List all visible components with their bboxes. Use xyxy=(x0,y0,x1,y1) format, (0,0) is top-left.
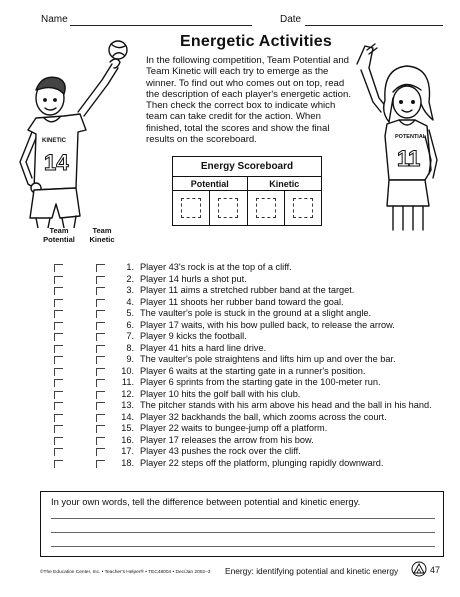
item-text: Player 32 backhands the ball, which zooms across the court. xyxy=(140,411,387,422)
item-number: 4. xyxy=(126,296,134,307)
copyright-footer: ©The Education Center, Inc. • Teacher's Helper® • TEC48004 • Dec/Jan 2002–3 xyxy=(40,570,211,575)
item-text: Player 11 aims a stretched rubber band at the target. xyxy=(140,285,355,295)
team-potential-checkbox[interactable] xyxy=(54,425,63,433)
list-item xyxy=(54,343,454,355)
item-number: 8. xyxy=(126,342,134,353)
intro-paragraph: In the following competition, Team Potential and Team Kinetic will each try to emerge as the winner. To find out who comes out on top, read the description of each player's energetic action. Then check the correct box to indicate which team can take credit for the action. When finished, total the scores and show the final results on the scoreboard. xyxy=(146,55,352,146)
item-number: 2. xyxy=(126,273,134,284)
list-item xyxy=(54,435,454,447)
team-potential-checkbox[interactable] xyxy=(54,368,63,376)
team-potential-checkbox[interactable] xyxy=(54,379,63,387)
team-kinetic-checkbox[interactable] xyxy=(96,425,105,433)
item-number: 13. xyxy=(121,400,134,410)
team-kinetic-checkbox[interactable] xyxy=(96,299,105,307)
item-text: The vaulter's pole is stuck in the ground at a slight angle. xyxy=(140,308,372,318)
item-number: 17. xyxy=(121,446,134,456)
scoreboard-title: Energy Scoreboard xyxy=(173,157,321,177)
team-potential-column-header: Team Potential xyxy=(43,226,75,244)
item-text: Player 6 waits at the starting gate in a runner's position. xyxy=(140,365,366,376)
list-item xyxy=(54,377,454,389)
item-text: Player 9 kicks the football. xyxy=(140,331,247,341)
list-item xyxy=(54,412,454,424)
team-kinetic-checkbox[interactable] xyxy=(96,287,105,295)
list-item xyxy=(54,423,454,435)
team-potential-checkbox[interactable] xyxy=(54,276,63,284)
team-potential-checkbox[interactable] xyxy=(54,264,63,272)
list-item xyxy=(54,308,454,320)
item-number: 5. xyxy=(126,308,134,318)
team-kinetic-checkbox[interactable] xyxy=(96,322,105,330)
item-text: Player 6 sprints from the starting gate in the 100-meter run. xyxy=(140,377,381,387)
team-potential-checkbox[interactable] xyxy=(54,460,63,468)
item-text: Player 43 pushes the rock over the cliff. xyxy=(140,446,301,456)
team-kinetic-checkbox[interactable] xyxy=(96,460,105,468)
list-item xyxy=(54,366,454,378)
item-text: Player 17 releases the arrow from his bow. xyxy=(140,434,314,445)
item-number: 14. xyxy=(121,411,134,422)
item-text: The pitcher stands with his arm above his head and the ball in his hand. xyxy=(140,400,432,410)
item-number: 9. xyxy=(126,354,134,364)
item-number: 1. xyxy=(126,262,134,272)
scoreboard-kinetic-header: Kinetic xyxy=(269,179,300,189)
team-potential-checkbox[interactable] xyxy=(54,333,63,341)
item-number: 12. xyxy=(121,388,134,399)
item-number: 16. xyxy=(121,434,134,445)
answer-box xyxy=(40,491,444,557)
answer-line[interactable] xyxy=(51,546,435,547)
name-field[interactable] xyxy=(70,25,252,26)
team-kinetic-checkbox[interactable] xyxy=(96,448,105,456)
item-number: 3. xyxy=(126,285,134,295)
team-kinetic-checkbox[interactable] xyxy=(96,333,105,341)
team-kinetic-column-header: Team Kinetic xyxy=(89,226,115,244)
list-item xyxy=(54,262,454,274)
team-kinetic-checkbox[interactable] xyxy=(96,402,105,410)
team-kinetic-checkbox[interactable] xyxy=(96,391,105,399)
girl-player-illustration xyxy=(345,40,455,236)
potential-tens-box[interactable] xyxy=(181,198,201,218)
boy-player-illustration xyxy=(14,38,134,228)
team-kinetic-checkbox[interactable] xyxy=(96,356,105,364)
team-kinetic-checkbox[interactable] xyxy=(96,379,105,387)
page-number: 47 xyxy=(430,565,441,575)
energy-logo-icon xyxy=(410,561,428,577)
item-text: Player 17 waits, with his bow pulled back, to release the arrow. xyxy=(140,319,395,330)
team-kinetic-checkbox[interactable] xyxy=(96,414,105,422)
svg-text:KINETIC: KINETIC xyxy=(42,138,66,144)
item-text: Player 14 hurls a shot put. xyxy=(140,273,247,284)
kinetic-tens-box[interactable] xyxy=(256,198,276,218)
item-number: 18. xyxy=(121,457,134,468)
team-potential-checkbox[interactable] xyxy=(54,414,63,422)
team-kinetic-checkbox[interactable] xyxy=(96,264,105,272)
activity-list xyxy=(54,262,454,469)
item-number: 15. xyxy=(121,423,134,433)
team-kinetic-checkbox[interactable] xyxy=(96,345,105,353)
svg-text:14: 14 xyxy=(44,150,69,175)
item-text: Player 22 waits to bungee-jump off a platform. xyxy=(140,423,328,433)
team-potential-checkbox[interactable] xyxy=(54,437,63,445)
list-item xyxy=(54,400,454,412)
scoreboard-potential-header: Potential xyxy=(173,177,248,190)
team-potential-checkbox[interactable] xyxy=(54,448,63,456)
team-potential-checkbox[interactable] xyxy=(54,345,63,353)
page-title: Energetic Activities xyxy=(180,33,332,50)
name-label: Name xyxy=(41,14,68,25)
svg-text:POTENTIAL: POTENTIAL xyxy=(395,134,427,140)
kinetic-ones-box[interactable] xyxy=(293,198,313,218)
list-item xyxy=(54,446,454,458)
team-potential-checkbox[interactable] xyxy=(54,356,63,364)
team-kinetic-checkbox[interactable] xyxy=(96,368,105,376)
energy-scoreboard xyxy=(172,156,322,226)
list-item xyxy=(54,458,454,470)
team-potential-checkbox[interactable] xyxy=(54,299,63,307)
list-item xyxy=(54,274,454,286)
answer-prompt: In your own words, tell the difference between potential and kinetic energy. xyxy=(51,496,361,507)
svg-text:11: 11 xyxy=(397,146,421,171)
team-potential-checkbox[interactable] xyxy=(54,310,63,318)
date-label: Date xyxy=(280,14,302,25)
item-text: Player 11 shoots her rubber band toward the goal. xyxy=(140,296,344,307)
list-item xyxy=(54,297,454,309)
potential-ones-box[interactable] xyxy=(218,198,238,218)
item-text: Player 22 steps off the platform, plunging rapidly downward. xyxy=(140,457,384,468)
team-potential-checkbox[interactable] xyxy=(54,402,63,410)
team-kinetic-checkbox[interactable] xyxy=(96,276,105,284)
team-potential-checkbox[interactable] xyxy=(54,391,63,399)
team-kinetic-checkbox[interactable] xyxy=(96,437,105,445)
list-item xyxy=(54,285,454,297)
item-text: Player 10 hits the golf ball with his club. xyxy=(140,388,301,399)
list-item xyxy=(54,389,454,401)
answer-line[interactable] xyxy=(51,518,435,519)
list-item xyxy=(54,320,454,332)
item-text: The vaulter's pole straightens and lifts him up and over the bar. xyxy=(140,354,396,364)
date-field[interactable] xyxy=(305,25,443,26)
item-number: 6. xyxy=(126,319,134,330)
team-potential-checkbox[interactable] xyxy=(54,287,63,295)
answer-line[interactable] xyxy=(51,532,435,533)
list-item xyxy=(54,354,454,366)
topic-footer: Energy: identifying potential and kinetic energy xyxy=(225,566,399,576)
item-text: Player 41 hits a hard line drive. xyxy=(140,342,267,353)
item-number: 11. xyxy=(121,377,134,387)
item-number: 7. xyxy=(126,331,134,341)
item-number: 10. xyxy=(121,365,134,376)
item-text: Player 43's rock is at the top of a cliff. xyxy=(140,262,292,272)
list-item xyxy=(54,331,454,343)
team-kinetic-checkbox[interactable] xyxy=(96,310,105,318)
team-potential-checkbox[interactable] xyxy=(54,322,63,330)
